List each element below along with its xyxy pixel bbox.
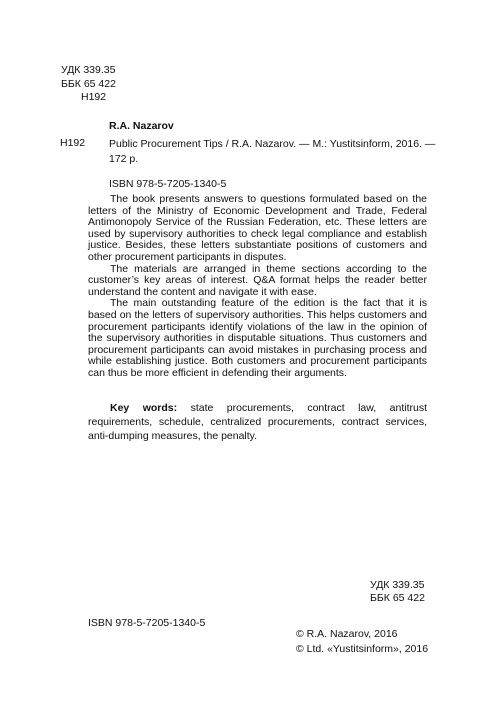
- annotation-paragraph: The main outstanding feature of the edition is the fact that it is based on the letters of supervisory authorities. This helps customers and procurement participants identify violations of the law in the opinion of the supervisory authorities in disputable situations. Thus customers and procurement participants can avoid mistakes in purchasing process and while establishing justice. Both customers and procurement participants can thus be more efficient in defending their arguments.: [88, 297, 427, 379]
- keywords-text: state procurements, contract law, antitrust requirements, schedule, centralized procurements, contract services, anti-dumping measures, the penalty.: [88, 402, 427, 442]
- keywords-label: Key words:: [110, 402, 178, 414]
- copyright-publisher: © Ltd. «Yustitsinform», 2016: [296, 643, 429, 655]
- copyright-author: © R.A. Nazarov, 2016: [296, 628, 398, 640]
- bbk-code: ББК 65 422: [61, 77, 116, 90]
- classification-block-top: [61, 64, 116, 105]
- isbn-top: ISBN 978-5-7205-1340-5: [109, 178, 227, 190]
- classification-block-bottom: [370, 579, 425, 605]
- annotation-paragraph: The materials are arranged in theme sections according to the customer’s key areas of interest. Q&A format helps the reader better understand the content and navigate it with ease.: [88, 262, 427, 298]
- udk-code: УДК 339.35: [370, 579, 425, 591]
- annotation: [88, 194, 427, 380]
- keywords: [88, 401, 427, 443]
- isbn-bottom: ISBN 978-5-7205-1340-5: [88, 617, 206, 629]
- author-name: R.A. Nazarov: [109, 120, 174, 132]
- biblio-author-mark: Н192: [60, 137, 86, 149]
- annotation-paragraph: The book presents answers to questions formulated based on the letters of the Ministry of Economic Development and Trade, Federal Antimonopoly Service of the Russian Federation, etc. These letters are used by supervisory authorities to check legal compliance and establish justice. Besides, these letters substantiate positions of customers and other procurement participants in disputes.: [88, 193, 427, 263]
- bbk-code: ББК 65 422: [370, 592, 425, 604]
- bibliographic-description: Public Procurement Tips / R.A. Nazarov. — M.: Yustitsinform, 2016. — 172 p.: [109, 138, 436, 165]
- author-mark: Н192: [81, 91, 107, 103]
- copyright-block: [296, 627, 428, 657]
- udk-code: УДК 339.35: [61, 64, 116, 76]
